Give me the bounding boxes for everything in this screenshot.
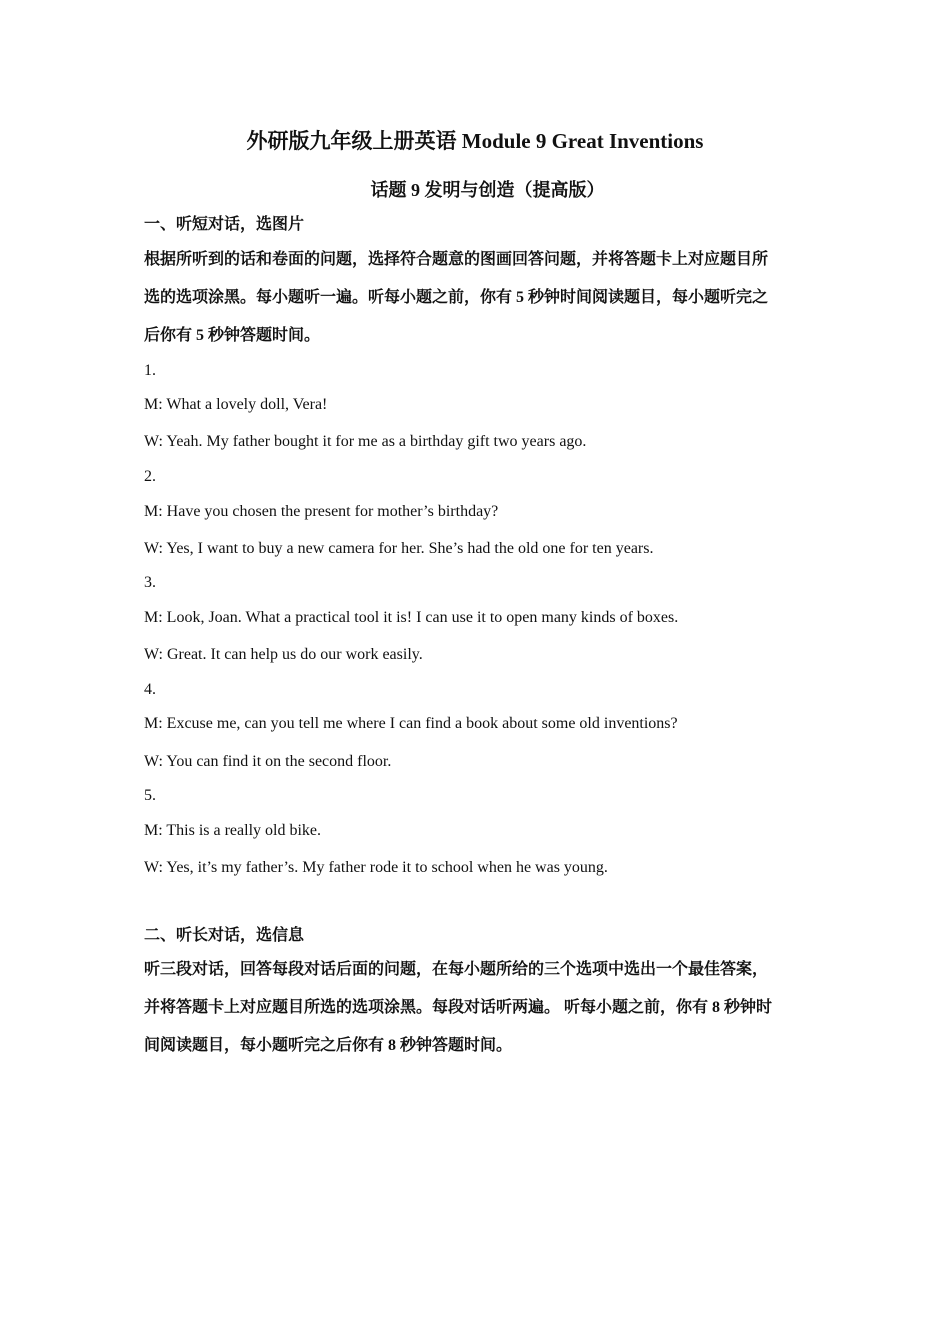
- item-5-woman-line: W: Yes, it’s my father’s. My father rode it to school when he was young.: [144, 859, 608, 876]
- section1-instruction-line-1: 根据所听到的话和卷面的问题，选择符合题意的图画回答问题，并将答题卡上对应题目所: [144, 251, 769, 268]
- item-2-number: 2.: [144, 468, 156, 485]
- item-3-man-line: M: Look, Joan. What a practical tool it is! I can use it to open many kinds of boxes.: [144, 609, 679, 626]
- section1-heading: 一、听短对话，选图片: [144, 216, 305, 233]
- section2-instruction-line-3: 间阅读题目，每小题听完之后你有 8 秒钟答题时间。: [144, 1037, 513, 1054]
- item-3-number: 3.: [144, 574, 156, 591]
- section2-instruction-line-2: 并将答题卡上对应题目所选的选项涂黑。每段对话听两遍。 听每小题之前，你有 8 秒钟时: [144, 999, 773, 1016]
- document-title: 外研版九年级上册英语 Module 9 Great Inventions: [246, 129, 704, 153]
- item-5-man-line: M: This is a really old bike.: [144, 822, 322, 839]
- item-4-man-line: M: Excuse me, can you tell me where I can find a book about some old inventions?: [144, 715, 678, 732]
- item-1-woman-line: W: Yeah. My father bought it for me as a birthday gift two years ago.: [144, 433, 587, 450]
- item-2-man-line: M: Have you chosen the present for mother’s birthday?: [144, 503, 499, 520]
- section1-instruction-line-2: 选的选项涂黑。每小题听一遍。听每小题之前，你有 5 秒钟时间阅读题目，每小题听完之: [144, 289, 769, 306]
- item-3-woman-line: W: Great. It can help us do our work easily.: [144, 646, 423, 663]
- item-2-woman-line: W: Yes, I want to buy a new camera for her. She’s had the old one for ten years.: [144, 540, 654, 557]
- item-4-woman-line: W: You can find it on the second floor.: [144, 753, 392, 770]
- item-1-man-line: M: What a lovely doll, Vera!: [144, 396, 328, 413]
- section2-heading: 二、听长对话，选信息: [144, 927, 305, 944]
- section1-instruction-line-3: 后你有 5 秒钟答题时间。: [144, 327, 321, 344]
- section2-instruction-line-1: 听三段对话，回答每段对话后面的问题，在每小题所给的三个选项中选出一个最佳答案，: [144, 961, 769, 978]
- item-4-number: 4.: [144, 681, 156, 698]
- item-1-number: 1.: [144, 362, 156, 379]
- item-5-number: 5.: [144, 787, 156, 804]
- document-subtitle: 话题 9 发明与创造（提高版）: [370, 180, 605, 200]
